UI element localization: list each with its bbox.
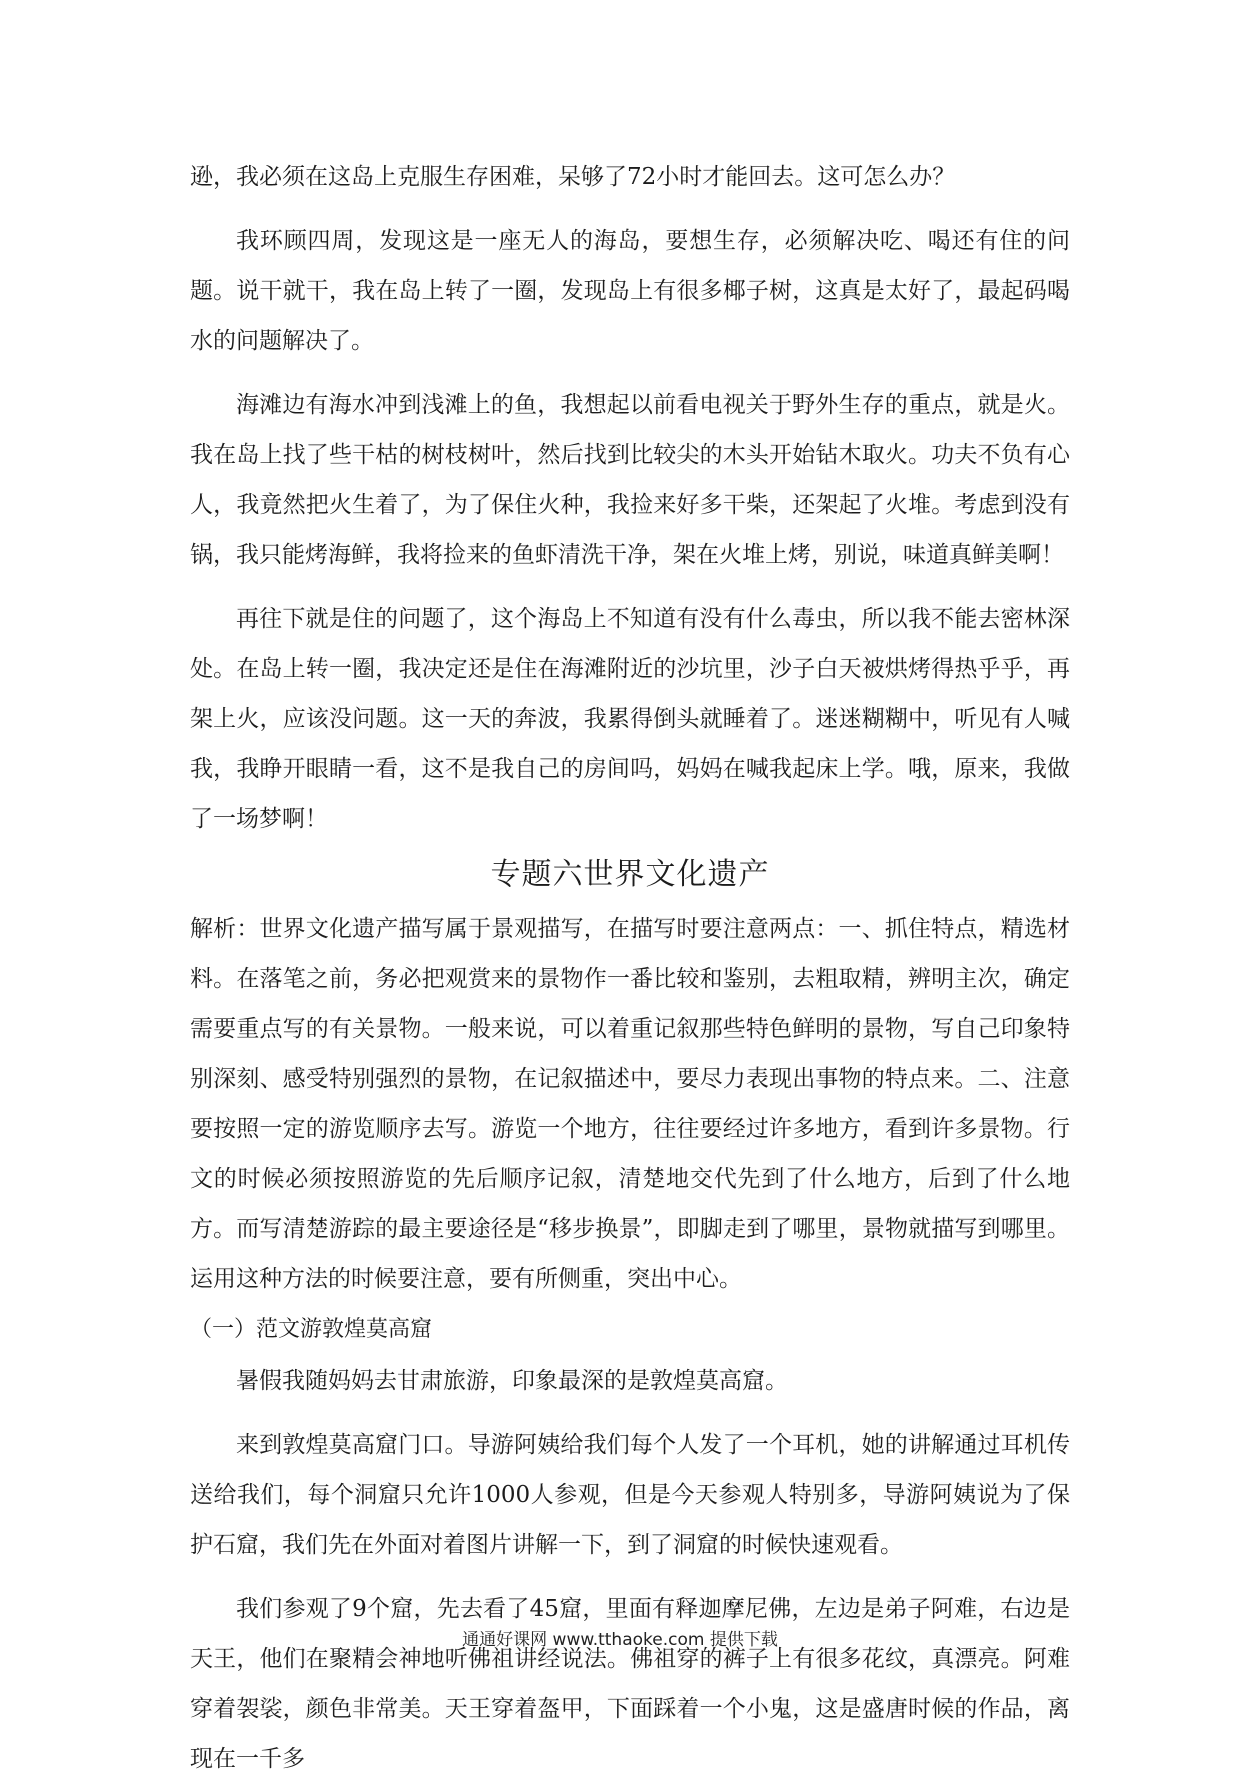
story-paragraph-continued: 逊，我必须在这岛上克服生存困难，呆够了72小时才能回去。这可怎么办？ — [190, 164, 956, 190]
section-title: 专题六世界文化遗产 — [490, 857, 770, 892]
story-paragraph: 我环顾四周，发现这是一座无人的海岛，要想生存，必须解决吃、喝还有住的问题。说干就干，我在岛上转了一圈，发现岛上有很多椰子树，这真是太好了，最起码喝水的问题解决了。 — [190, 228, 1070, 354]
story-paragraph: 再往下就是住的问题了，这个海岛上不知道有没有什么毒虫，所以我不能去密林深处。在岛上转一圈，我决定还是住在海滩附近的沙坑里，沙子白天被烘烤得热乎乎，再架上火，应该没问题。这一天的奔波，我累得倒头就睡着了。迷迷糊糊中，听见有人喊我，我睁开眼睛一看，这不是我自己的房间吗，妈妈在喊我起床上学。哦，原来，我做了一场梦啊！ — [190, 606, 1070, 832]
story-paragraph: 海滩边有海水冲到浅滩上的鱼，我想起以前看电视关于野外生存的重点，就是火。我在岛上找了些干枯的树枝树叶，然后找到比较尖的木头开始钻木取火。功夫不负有心人，我竟然把火生着了，为了保住火种，我捡来好多干柴，还架起了火堆。考虑到没有锅，我只能烤海鲜，我将捡来的鱼虾清洗干净，架在火堆上烤，别说，味道真鲜美啊！ — [190, 392, 1070, 568]
analysis-paragraph: 解析：世界文化遗产描写属于景观描写，在描写时要注意两点：一、抓住特点，精选材料。在落笔之前，务必把观赏来的景物作一番比较和鉴别，去粗取精，辨明主次，确定需要重点写的有关景物。一般来说，可以着重记叙那些特色鲜明的景物，写自己印象特别深刻、感受特别强烈的景物，在记叙描述中，要尽力表现出事物的特点来。二、注意要按照一定的游览顺序去写。游览一个地方，往往要经过许多地方，看到许多景物。行文的时候必须按照游览的先后顺序记叙，清楚地交代先到了什么地方，后到了什么地方。而写清楚游踪的最主要途径是“移步换景”，即脚走到了哪里，景物就描写到哪里。运用这种方法的时候要注意，要有所侧重，突出中心。 — [190, 916, 1070, 1292]
page-body — [190, 152, 1070, 1784]
essay-heading: （一）范文游敦煌莫高窟 — [190, 1317, 433, 1342]
essay-paragraph: 暑假我随妈妈去甘肃旅游，印象最深的是敦煌莫高窟。 — [236, 1368, 788, 1394]
essay-paragraph: 我们参观了9个窟，先去看了45窟，里面有释迦摩尼佛，左边是弟子阿难，右边是天王，他们在聚精会神地听佛祖讲经说法。佛祖穿的裤子上有很多花纹，真漂亮。阿难穿着袈裟，颜色非常美。天王穿着盔甲，下面踩着一个小鬼，这是盛唐时候的作品，离现在一千多 — [190, 1596, 1070, 1772]
essay-paragraph: 来到敦煌莫高窟门口。导游阿姨给我们每个人发了一个耳机，她的讲解通过耳机传送给我们，每个洞窟只允许1000人参观，但是今天参观人特别多，导游阿姨说为了保护石窟，我们先在外面对着图片讲解一下，到了洞窟的时候快速观看。 — [190, 1432, 1070, 1558]
page-footer: 通通好课网 www.tthaoke.com 提供下载 — [462, 1630, 778, 1650]
